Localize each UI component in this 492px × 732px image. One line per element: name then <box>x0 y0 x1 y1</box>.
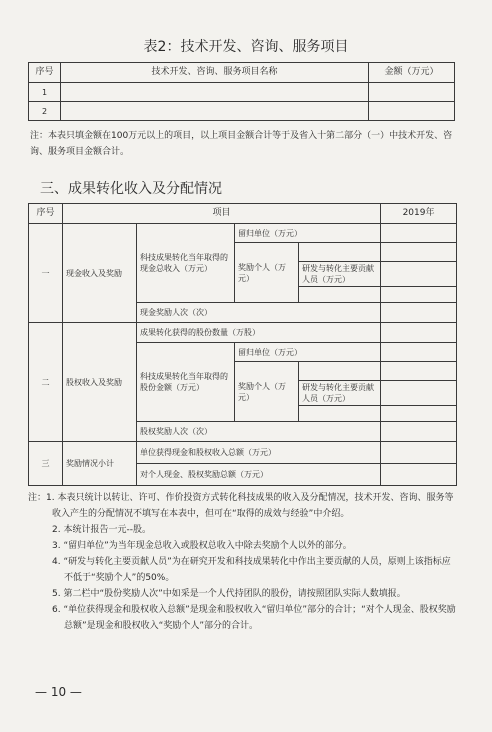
table2-title: 表2：技术开发、咨询、服务项目 <box>143 39 349 55</box>
value-cell <box>381 406 457 422</box>
table2-cell <box>61 102 369 121</box>
value-cell <box>381 362 457 381</box>
table2-header-name: 技术开发、咨询、服务项目名称 <box>61 63 369 83</box>
group2-personal-label: 奖励个人（万元） <box>235 362 299 422</box>
group3-row2-label: 对个人现金、股权奖励总额（万元） <box>137 464 381 486</box>
value-cell <box>381 381 457 406</box>
table2 <box>28 62 455 121</box>
table2-header-index: 序号 <box>29 63 61 83</box>
group2-count-label: 股权奖励人次（次） <box>137 422 381 442</box>
value-cell <box>381 243 457 262</box>
table2-cell <box>369 83 455 102</box>
group2-equity-total-label: 成果转化获得的股份数量（万股） <box>137 323 381 343</box>
value-cell <box>381 422 457 442</box>
group2-index: 二 <box>29 323 63 442</box>
group1-sub-label: 科技成果转化当年取得的现金总收入（万元） <box>137 224 235 303</box>
group2-label: 股权收入及奖励 <box>63 323 137 442</box>
blank-cell <box>299 287 381 303</box>
note-item: 2. 本统计报告一元--股。 <box>52 525 151 535</box>
table2-note: 注：本表只填金额在100万元以上的项目，以上项目金额合计等于及省入十第二部分（一）中技术开发、咨询、服务项目金额合计。 <box>30 131 453 157</box>
value-cell <box>381 224 457 243</box>
value-cell <box>381 464 457 486</box>
group1-unit-label: 留归单位（万元） <box>235 224 381 243</box>
table2-cell <box>369 102 455 121</box>
blank-cell <box>299 362 381 381</box>
group1-label: 现金收入及奖励 <box>63 224 137 323</box>
value-cell <box>381 287 457 303</box>
group1-personal-label: 奖励个人（万元） <box>235 243 299 303</box>
group2-contrib-label: 研发与转化主要贡献人员（万元） <box>299 381 381 406</box>
note-item: 6. “单位获得现金和股权收入总额”是现金和股权收入“留归单位”部分的合计；“对个人现金、股权奖励总额”是现金和股权收入“奖励个人”部分的合计。 <box>52 605 456 631</box>
blank-cell <box>299 406 381 422</box>
value-cell <box>381 442 457 464</box>
table3 <box>28 203 457 486</box>
value-cell <box>381 323 457 343</box>
blank-cell <box>299 243 381 262</box>
value-cell <box>381 343 457 362</box>
table3-header-year: 2019年 <box>381 204 457 224</box>
group1-count-label: 现金奖励人次（次） <box>137 303 381 323</box>
value-cell <box>381 303 457 323</box>
note-item: 3. “留归单位”为当年现金总收入或股权总收入中除去奖励个人以外的部分。 <box>52 541 352 551</box>
page-number: — 10 — <box>35 685 82 699</box>
group2-unit-label: 留归单位（万元） <box>235 343 381 362</box>
group3-row1-label: 单位获得现金和股权收入总额（万元） <box>137 442 381 464</box>
group2-sub-label: 科技成果转化当年取得的股份金额（万元） <box>137 343 235 422</box>
group3-label: 奖励情况小计 <box>63 442 137 486</box>
note-item: 5. 第二栏中“股份奖励人次”中如采是一个人代持团队的股份，请按照团队实际人数填报。 <box>52 589 406 599</box>
notes <box>28 490 456 634</box>
note-item: 4. “研发与转化主要贡献人员”为在研究开发和科技成果转化中作出主要贡献的人员，原则上该指标应不低于“奖励个人”的50%。 <box>52 557 451 583</box>
table3-header-item: 项目 <box>63 204 381 224</box>
group3-index: 三 <box>29 442 63 486</box>
note-item: 注：1. 本表只统计以转让、许可、作价投资方式转化科技成果的收入及分配情况，技术开发、咨询、服务等收入产生的分配情况不填写在本表中，但可在“取得的成效与经验”中介绍。 <box>28 493 454 519</box>
table2-row-index: 2 <box>29 102 61 121</box>
table2-header-amount: 金额（万元） <box>369 63 455 83</box>
table2-cell <box>61 83 369 102</box>
group1-index: 一 <box>29 224 63 323</box>
value-cell <box>381 262 457 287</box>
table3-header-index: 序号 <box>29 204 63 224</box>
section3-heading: 三、成果转化收入及分配情况 <box>40 181 222 197</box>
table2-row-index: 1 <box>29 83 61 102</box>
group1-contrib-label: 研发与转化主要贡献人员（万元） <box>299 262 381 287</box>
